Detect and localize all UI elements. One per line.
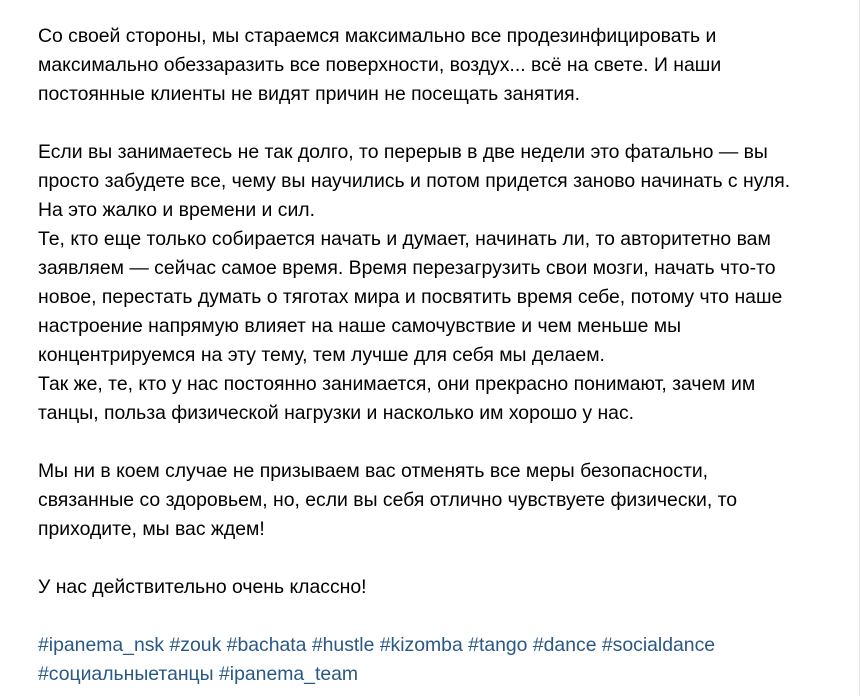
text-line: связанные со здоровьем, но, если вы себя отлично чувствуете физически, то	[38, 489, 738, 511]
text-line: Мы ни в коем случае не призываем вас отменять все меры безопасности,	[38, 460, 709, 482]
text-line: На это жалко и времени и сил.	[38, 199, 315, 221]
hashtag-link[interactable]: #hustle	[311, 634, 375, 656]
hashtag-link[interactable]: #tango	[468, 634, 528, 656]
hashtag-link[interactable]: #ipanema_team	[219, 663, 359, 685]
text-line: новое, перестать думать о тяготах мира и посвятить время себе, потому что наше	[38, 286, 783, 308]
text-line: Так же, те, кто у нас постоянно занимается, они прекрасно понимают, зачем им	[38, 373, 756, 395]
paragraph-gap	[38, 428, 848, 457]
text-line: У нас действительно очень классно!	[38, 576, 367, 598]
paragraph-break-warning	[38, 138, 848, 428]
paragraph-disinfection	[38, 22, 848, 109]
hashtag-line	[38, 660, 848, 689]
text-line: просто забудете все, чему вы научились и потом придется заново начинать с нуля.	[38, 170, 791, 192]
hashtag-link[interactable]: #социальныетанцы	[38, 663, 214, 685]
hashtag-link[interactable]: #bachata	[226, 634, 307, 656]
hashtag-line	[38, 631, 848, 660]
hashtag-list	[38, 631, 848, 689]
post-text	[38, 22, 848, 689]
hashtag-link[interactable]: #kizomba	[379, 634, 463, 656]
text-line: концентрируемся на эту тему, тем лучше для себя мы делаем.	[38, 344, 605, 366]
hashtag-link[interactable]: #dance	[532, 634, 597, 656]
text-line: заявляем — сейчас самое время. Время перезагрузить свои мозги, начать что-то	[38, 257, 776, 279]
paragraph-closing	[38, 573, 848, 602]
hashtag-link[interactable]: #ipanema_nsk	[38, 634, 165, 656]
hashtag-link[interactable]: #zouk	[169, 634, 222, 656]
text-line: танцы, польза физической нагрузки и насколько им хорошо у нас.	[38, 402, 635, 424]
paragraph-gap	[38, 602, 848, 631]
text-line: Со своей стороны, мы стараемся максимально все продезинфицировать и	[38, 25, 717, 47]
text-line: постоянные клиенты не видят причин не посещать занятия.	[38, 83, 581, 105]
text-line: приходите, мы вас ждем!	[38, 518, 265, 540]
paragraph-safety	[38, 457, 848, 544]
hashtag-link[interactable]: #socialdance	[601, 634, 716, 656]
paragraph-gap	[38, 109, 848, 138]
text-line: Если вы занимаетесь не так долго, то перерыв в две недели это фатально — вы	[38, 141, 768, 163]
paragraph-gap	[38, 544, 848, 573]
text-line: настроение напрямую влияет на наше самочувствие и чем меньше мы	[38, 315, 682, 337]
text-line: Те, кто еще только собирается начать и думает, начинать ли, то авторитетно вам	[38, 228, 771, 250]
text-line: максимально обеззаразить все поверхности, воздух... всё на свете. И наши	[38, 54, 722, 76]
